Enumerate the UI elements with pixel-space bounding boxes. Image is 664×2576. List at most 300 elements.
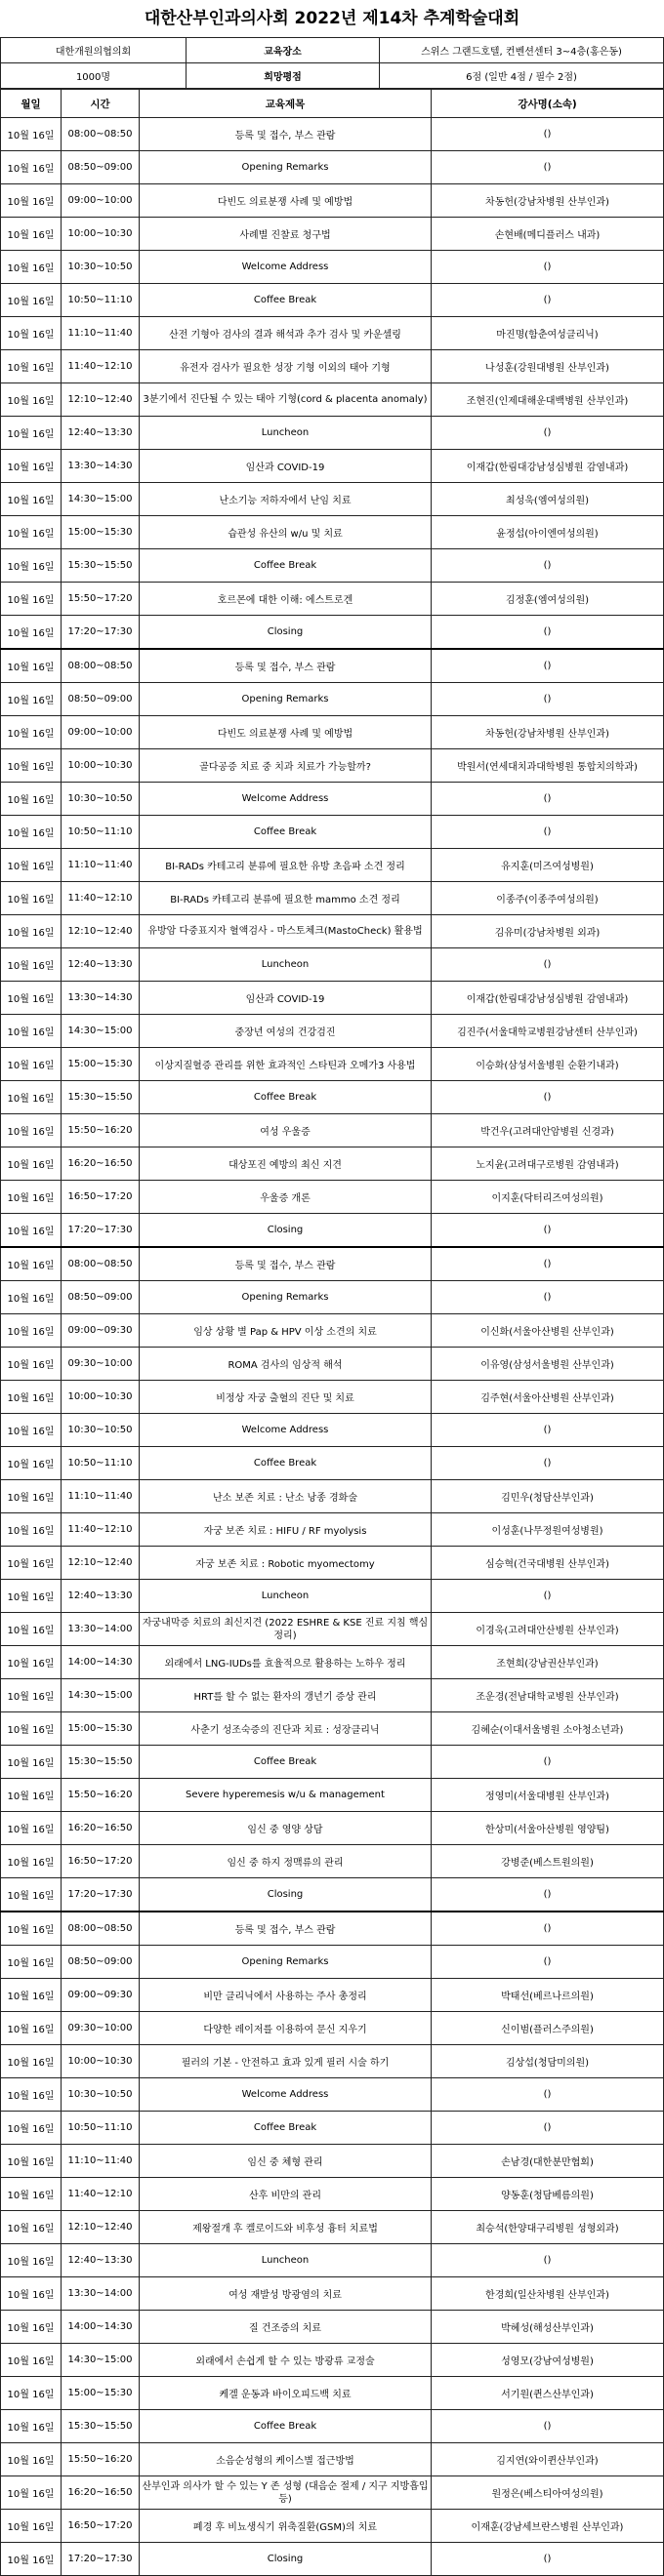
time-cell: 15:50~16:20	[62, 1779, 140, 1812]
column-header-topic: 교육제목	[140, 90, 432, 118]
topic-cell: Welcome Address	[140, 251, 432, 284]
speaker-cell: 윤정섭(아이엔여성의원)	[432, 516, 664, 549]
schedule-row	[1, 583, 664, 616]
time-cell: 09:30~10:00	[62, 1348, 140, 1381]
date-cell: 10월 16일	[1, 1679, 62, 1712]
date-cell: 10월 16일	[1, 2244, 62, 2277]
date-cell: 10월 16일	[1, 1746, 62, 1779]
topic-cell: 우울증 개론	[140, 1181, 432, 1214]
time-cell: 16:20~16:50	[62, 1147, 140, 1181]
date-cell: 10월 16일	[1, 1845, 62, 1878]
time-cell: 12:10~12:40	[62, 383, 140, 417]
date-cell: 10월 16일	[1, 583, 62, 616]
topic-cell: Closing	[140, 1878, 432, 1912]
speaker-cell: ()	[432, 284, 664, 317]
speaker-cell: 이유영(삼성서울병원 산부인과)	[432, 1348, 664, 1381]
schedule-row	[1, 2344, 664, 2377]
speaker-cell: 조현진(인제대해운대백병원 산부인과)	[432, 383, 664, 417]
speaker-cell: 김민우(청담산부인과)	[432, 1480, 664, 1513]
date-cell: 10월 16일	[1, 1081, 62, 1114]
topic-cell: 소음순성형의 케이스별 접근방법	[140, 2443, 432, 2476]
credits-label: 희망평점	[187, 63, 380, 89]
schedule-row	[1, 2045, 664, 2078]
speaker-cell: ()	[432, 2078, 664, 2112]
speaker-cell: 나성훈(강원대병원 산부인과)	[432, 350, 664, 383]
schedule-row	[1, 1912, 664, 1946]
schedule-row	[1, 1281, 664, 1314]
speaker-cell: 정영미(서울대병원 산부인과)	[432, 1779, 664, 1812]
date-cell: 10월 16일	[1, 549, 62, 583]
topic-cell: Welcome Address	[140, 783, 432, 816]
time-cell: 16:50~17:20	[62, 1845, 140, 1878]
date-cell: 10월 16일	[1, 317, 62, 350]
schedule-row	[1, 749, 664, 783]
speaker-cell: ()	[432, 1281, 664, 1314]
time-cell: 15:50~16:20	[62, 2443, 140, 2476]
schedule-row	[1, 1979, 664, 2012]
schedule-row	[1, 350, 664, 383]
topic-cell: Welcome Address	[140, 2078, 432, 2112]
time-cell: 08:50~09:00	[62, 1281, 140, 1314]
schedule-row	[1, 483, 664, 516]
time-cell: 10:50~11:10	[62, 816, 140, 849]
date-cell: 10월 16일	[1, 516, 62, 549]
speaker-cell: ()	[432, 1878, 664, 1912]
speaker-cell: 심승혁(건국대병원 산부인과)	[432, 1547, 664, 1580]
schedule-row	[1, 716, 664, 749]
date-cell: 10월 16일	[1, 749, 62, 783]
topic-cell: 임신 중 하지 정맥류의 관리	[140, 1845, 432, 1878]
speaker-cell: 이승화(삼성서울병원 순환기내과)	[432, 1048, 664, 1081]
schedule-row	[1, 1314, 664, 1348]
topic-cell: Closing	[140, 2543, 432, 2576]
date-cell: 10월 16일	[1, 2344, 62, 2377]
topic-cell: 등록 및 접수, 부스 관람	[140, 1247, 432, 1281]
schedule-body	[1, 118, 664, 2576]
time-cell: 08:00~08:50	[62, 1912, 140, 1946]
schedule-row	[1, 1247, 664, 1281]
speaker-cell: 차동헌(강남차병원 산부인과)	[432, 184, 664, 218]
speaker-cell: ()	[432, 1746, 664, 1779]
schedule-row	[1, 184, 664, 218]
topic-cell: 필러의 기본 - 안전하고 효과 있게 필러 시술 하기	[140, 2045, 432, 2078]
speaker-cell: 박태선(베르나르의원)	[432, 1979, 664, 2012]
schedule-row	[1, 783, 664, 816]
date-cell: 10월 16일	[1, 2277, 62, 2311]
speaker-cell: 이성훈(나무정원여성병원)	[432, 1513, 664, 1547]
schedule-row	[1, 816, 664, 849]
event-info-table	[0, 37, 664, 89]
time-cell: 11:40~12:10	[62, 1513, 140, 1547]
time-cell: 16:20~16:50	[62, 2476, 140, 2510]
schedule-row	[1, 2410, 664, 2443]
time-cell: 10:30~10:50	[62, 1414, 140, 1447]
time-cell: 12:10~12:40	[62, 1547, 140, 1580]
schedule-table	[0, 89, 664, 2576]
speaker-cell: 신이범(플러스주의원)	[432, 2012, 664, 2045]
topic-cell: 산후 비만의 관리	[140, 2178, 432, 2211]
date-cell: 10월 16일	[1, 783, 62, 816]
topic-cell: 자궁내막증 치료의 최신지견 (2022 ESHRE & KSE 진료 지침 핵심 정리)	[140, 1613, 432, 1646]
schedule-row	[1, 1414, 664, 1447]
speaker-cell: 이재훈(강남세브란스병원 산부인과)	[432, 2510, 664, 2543]
time-cell: 15:50~16:20	[62, 1114, 140, 1147]
venue-value: 스위스 그랜드호텔, 컨벤션센터 3~4층(홍은동)	[380, 38, 664, 63]
date-cell: 10월 16일	[1, 1214, 62, 1248]
topic-cell: Luncheon	[140, 417, 432, 450]
date-cell: 10월 16일	[1, 1580, 62, 1613]
date-cell: 10월 16일	[1, 882, 62, 915]
speaker-cell: ()	[432, 948, 664, 982]
topic-cell: 중장년 여성의 건강검진	[140, 1015, 432, 1048]
date-cell: 10월 16일	[1, 1015, 62, 1048]
schedule-row	[1, 1480, 664, 1513]
schedule-row	[1, 1181, 664, 1214]
date-cell: 10월 16일	[1, 1414, 62, 1447]
speaker-cell: 강병준(베스트원의원)	[432, 1845, 664, 1878]
date-cell: 10월 16일	[1, 1547, 62, 1580]
date-cell: 10월 16일	[1, 2476, 62, 2510]
date-cell: 10월 16일	[1, 151, 62, 184]
schedule-row	[1, 1048, 664, 1081]
schedule-row	[1, 2211, 664, 2244]
schedule-row	[1, 982, 664, 1015]
schedule-header-row	[1, 90, 664, 118]
time-cell: 14:30~15:00	[62, 483, 140, 516]
schedule-row	[1, 1447, 664, 1480]
time-cell: 10:50~11:10	[62, 1447, 140, 1480]
speaker-cell: 성영모(강남여성병원)	[432, 2344, 664, 2377]
schedule-row	[1, 284, 664, 317]
topic-cell: BI-RADs 카테고리 분류에 필요한 유방 초음파 소견 정리	[140, 849, 432, 882]
time-cell: 10:00~10:30	[62, 218, 140, 251]
date-cell: 10월 16일	[1, 982, 62, 1015]
schedule-row	[1, 1646, 664, 1679]
time-cell: 15:50~17:20	[62, 583, 140, 616]
time-cell: 16:50~17:20	[62, 1181, 140, 1214]
date-cell: 10월 16일	[1, 1247, 62, 1281]
time-cell: 12:40~13:30	[62, 948, 140, 982]
speaker-cell: ()	[432, 1946, 664, 1979]
time-cell: 10:50~11:10	[62, 284, 140, 317]
schedule-row	[1, 1381, 664, 1414]
topic-cell: 임산과 COVID-19	[140, 982, 432, 1015]
time-cell: 09:00~09:30	[62, 1979, 140, 2012]
topic-cell: Opening Remarks	[140, 151, 432, 184]
speaker-cell: 조운경(전남대학교병원 산부인과)	[432, 1679, 664, 1712]
time-cell: 10:00~10:30	[62, 1381, 140, 1414]
schedule-row	[1, 882, 664, 915]
topic-cell: Opening Remarks	[140, 1946, 432, 1979]
date-cell: 10월 16일	[1, 417, 62, 450]
schedule-row	[1, 450, 664, 483]
date-cell: 10월 16일	[1, 118, 62, 151]
speaker-cell: 김주현(서울아산병원 산부인과)	[432, 1381, 664, 1414]
time-cell: 10:30~10:50	[62, 2078, 140, 2112]
date-cell: 10월 16일	[1, 1181, 62, 1214]
date-cell: 10월 16일	[1, 649, 62, 683]
speaker-cell: ()	[432, 1912, 664, 1946]
topic-cell: Coffee Break	[140, 1081, 432, 1114]
speaker-cell: 조현희(강남권산부인과)	[432, 1646, 664, 1679]
date-cell: 10월 16일	[1, 1447, 62, 1480]
schedule-row	[1, 383, 664, 417]
date-cell: 10월 16일	[1, 1480, 62, 1513]
speaker-cell: 김상섭(청담미의원)	[432, 2045, 664, 2078]
time-cell: 14:30~15:00	[62, 2344, 140, 2377]
time-cell: 14:30~15:00	[62, 1679, 140, 1712]
speaker-cell: 최성욱(엠여성의원)	[432, 483, 664, 516]
speaker-cell: ()	[432, 649, 664, 683]
date-cell: 10월 16일	[1, 284, 62, 317]
schedule-row	[1, 1081, 664, 1114]
schedule-row	[1, 2377, 664, 2410]
date-cell: 10월 16일	[1, 2112, 62, 2145]
topic-cell: 호르몬에 대한 이해: 에스트로겐	[140, 583, 432, 616]
time-cell: 15:00~15:30	[62, 1712, 140, 1746]
topic-cell: 임상 상황 별 Pap & HPV 이상 소견의 치료	[140, 1314, 432, 1348]
time-cell: 09:00~09:30	[62, 1314, 140, 1348]
speaker-cell: 원정은(베스티아여성의원)	[432, 2476, 664, 2510]
schedule-row	[1, 1348, 664, 1381]
topic-cell: 대상포진 예방의 최신 지견	[140, 1147, 432, 1181]
speaker-cell: 박건우(고려대안암병원 신경과)	[432, 1114, 664, 1147]
date-cell: 10월 16일	[1, 1281, 62, 1314]
topic-cell: 케겔 운동과 바이오피드백 치료	[140, 2377, 432, 2410]
date-cell: 10월 16일	[1, 2377, 62, 2410]
schedule-row	[1, 1214, 664, 1248]
topic-cell: 자궁 보존 치료 : Robotic myomectomy	[140, 1547, 432, 1580]
topic-cell: 습관성 유산의 w/u 및 치료	[140, 516, 432, 549]
schedule-row	[1, 1679, 664, 1712]
schedule-row	[1, 1812, 664, 1845]
topic-cell: Coffee Break	[140, 1746, 432, 1779]
speaker-cell: ()	[432, 118, 664, 151]
date-cell: 10월 16일	[1, 350, 62, 383]
time-cell: 16:50~17:20	[62, 2510, 140, 2543]
schedule-row	[1, 516, 664, 549]
schedule-row	[1, 1147, 664, 1181]
time-cell: 11:40~12:10	[62, 2178, 140, 2211]
date-cell: 10월 16일	[1, 2543, 62, 2576]
schedule-row	[1, 849, 664, 882]
topic-cell: 임산과 COVID-19	[140, 450, 432, 483]
date-cell: 10월 16일	[1, 1912, 62, 1946]
time-cell: 16:20~16:50	[62, 1812, 140, 1845]
date-cell: 10월 16일	[1, 2510, 62, 2543]
time-cell: 15:30~15:50	[62, 1081, 140, 1114]
topic-cell: Coffee Break	[140, 1447, 432, 1480]
schedule-row	[1, 1513, 664, 1547]
schedule-row	[1, 683, 664, 716]
speaker-cell: 박원서(연세대치과대학병원 통합치의학과)	[432, 749, 664, 783]
date-cell: 10월 16일	[1, 616, 62, 650]
schedule-row	[1, 2311, 664, 2344]
time-cell: 15:30~15:50	[62, 2410, 140, 2443]
time-cell: 13:30~14:30	[62, 982, 140, 1015]
topic-cell: 이상지질혈증 관리를 위한 효과적인 스타틴과 오메가3 사용법	[140, 1048, 432, 1081]
topic-cell: 다빈도 의료분쟁 사례 및 예방법	[140, 716, 432, 749]
topic-cell: 임신 중 체형 관리	[140, 2145, 432, 2178]
speaker-cell: 서기원(퀸스산부인과)	[432, 2377, 664, 2410]
time-cell: 13:30~14:30	[62, 450, 140, 483]
date-cell: 10월 16일	[1, 1812, 62, 1845]
speaker-cell: ()	[432, 1414, 664, 1447]
schedule-row	[1, 1946, 664, 1979]
speaker-cell: ()	[432, 251, 664, 284]
time-cell: 10:00~10:30	[62, 749, 140, 783]
time-cell: 17:20~17:30	[62, 616, 140, 650]
time-cell: 11:10~11:40	[62, 317, 140, 350]
time-cell: 08:00~08:50	[62, 118, 140, 151]
time-cell: 13:30~14:00	[62, 1613, 140, 1646]
time-cell: 12:10~12:40	[62, 2211, 140, 2244]
date-cell: 10월 16일	[1, 1646, 62, 1679]
speaker-cell: 박혜성(해성산부인과)	[432, 2311, 664, 2344]
topic-cell: Welcome Address	[140, 1414, 432, 1447]
schedule-row	[1, 2145, 664, 2178]
date-cell: 10월 16일	[1, 251, 62, 284]
time-cell: 08:50~09:00	[62, 1946, 140, 1979]
schedule-row	[1, 1613, 664, 1646]
time-cell: 08:00~08:50	[62, 1247, 140, 1281]
topic-cell: 비정상 자궁 출혈의 진단 및 치료	[140, 1381, 432, 1414]
schedule-row	[1, 317, 664, 350]
speaker-cell: 이지훈(닥터리즈여성의원)	[432, 1181, 664, 1214]
time-cell: 15:00~15:30	[62, 516, 140, 549]
time-cell: 14:00~14:30	[62, 1646, 140, 1679]
speaker-cell: 최승석(한양대구리병원 성형외과)	[432, 2211, 664, 2244]
speaker-cell: ()	[432, 616, 664, 650]
column-header-speaker: 강사명(소속)	[432, 90, 664, 118]
speaker-cell: ()	[432, 2244, 664, 2277]
speaker-cell: ()	[432, 2410, 664, 2443]
speaker-cell: ()	[432, 2112, 664, 2145]
topic-cell: 유방암 다중표지자 혈액검사 - 마스토체크(MastoCheck) 활용법	[140, 915, 432, 948]
topic-cell: Closing	[140, 1214, 432, 1248]
date-cell: 10월 16일	[1, 1946, 62, 1979]
time-cell: 17:20~17:30	[62, 1878, 140, 1912]
topic-cell: 3분기에서 진단될 수 있는 태아 기형(cord & placenta anomaly)	[140, 383, 432, 417]
schedule-row	[1, 118, 664, 151]
time-cell: 09:00~10:00	[62, 184, 140, 218]
time-cell: 15:30~15:50	[62, 1746, 140, 1779]
speaker-cell: 김지연(와이퀸산부인과)	[432, 2443, 664, 2476]
date-cell: 10월 16일	[1, 450, 62, 483]
time-cell: 15:00~15:30	[62, 1048, 140, 1081]
schedule-row	[1, 2277, 664, 2311]
topic-cell: HRT를 할 수 없는 환자의 갱년기 증상 관리	[140, 1679, 432, 1712]
speaker-cell: 이신화(서울아산병원 산부인과)	[432, 1314, 664, 1348]
time-cell: 11:10~11:40	[62, 849, 140, 882]
speaker-cell: ()	[432, 1447, 664, 1480]
date-cell: 10월 16일	[1, 683, 62, 716]
topic-cell: 사춘기 성조숙증의 진단과 치료 : 성장클리닉	[140, 1712, 432, 1746]
topic-cell: Coffee Break	[140, 816, 432, 849]
speaker-cell: 한상미(서울아산병원 영양팀)	[432, 1812, 664, 1845]
column-header-time: 시간	[62, 90, 140, 118]
time-cell: 17:20~17:30	[62, 2543, 140, 2576]
topic-cell: 등록 및 접수, 부스 관람	[140, 649, 432, 683]
topic-cell: 질 건조증의 치료	[140, 2311, 432, 2344]
date-cell: 10월 16일	[1, 483, 62, 516]
topic-cell: 난소기능 저하자에서 난임 치료	[140, 483, 432, 516]
date-cell: 10월 16일	[1, 1048, 62, 1081]
speaker-cell: 차동헌(강남차병원 산부인과)	[432, 716, 664, 749]
speaker-cell: 마진명(함춘여성클리닉)	[432, 317, 664, 350]
schedule-row	[1, 151, 664, 184]
schedule-row	[1, 1114, 664, 1147]
schedule-row	[1, 948, 664, 982]
schedule-row	[1, 218, 664, 251]
date-cell: 10월 16일	[1, 218, 62, 251]
date-cell: 10월 16일	[1, 1779, 62, 1812]
speaker-cell: 한경희(일산차병원 산부인과)	[432, 2277, 664, 2311]
time-cell: 12:40~13:30	[62, 1580, 140, 1613]
speaker-cell: 손현배(메디플러스 내과)	[432, 218, 664, 251]
time-cell: 10:30~10:50	[62, 251, 140, 284]
topic-cell: Coffee Break	[140, 2410, 432, 2443]
topic-cell: Opening Remarks	[140, 1281, 432, 1314]
topic-cell: 여성 우울증	[140, 1114, 432, 1147]
speaker-cell: ()	[432, 1580, 664, 1613]
schedule-row	[1, 1845, 664, 1878]
topic-cell: 사례별 진찰료 청구법	[140, 218, 432, 251]
topic-cell: 산전 기형아 검사의 결과 해석과 추가 검사 및 카운셀링	[140, 317, 432, 350]
topic-cell: Luncheon	[140, 948, 432, 982]
date-cell: 10월 16일	[1, 716, 62, 749]
date-cell: 10월 16일	[1, 1613, 62, 1646]
schedule-row	[1, 1015, 664, 1048]
speaker-cell: 김정훈(엠여성의원)	[432, 583, 664, 616]
speaker-cell: 양동훈(청담베름의원)	[432, 2178, 664, 2211]
date-cell: 10월 16일	[1, 2178, 62, 2211]
speaker-cell: ()	[432, 1214, 664, 1248]
time-cell: 13:30~14:00	[62, 2277, 140, 2311]
speaker-cell: ()	[432, 549, 664, 583]
topic-cell: 외래에서 손쉽게 할 수 있는 방광류 교정술	[140, 2344, 432, 2377]
schedule-row	[1, 1547, 664, 1580]
topic-cell: 폐경 후 비뇨생식기 위축질환(GSM)의 치료	[140, 2510, 432, 2543]
topic-cell: Luncheon	[140, 2244, 432, 2277]
date-cell: 10월 16일	[1, 816, 62, 849]
date-cell: 10월 16일	[1, 2211, 62, 2244]
organizer: 대한개원의협의회	[1, 38, 187, 63]
speaker-cell: ()	[432, 2543, 664, 2576]
topic-cell: 비만 클리닉에서 사용하는 주사 총정리	[140, 1979, 432, 2012]
schedule-row	[1, 1746, 664, 1779]
schedule-row	[1, 1712, 664, 1746]
topic-cell: Coffee Break	[140, 549, 432, 583]
topic-cell: 다양한 레이저를 이용하여 문신 지우기	[140, 2012, 432, 2045]
schedule-row	[1, 2244, 664, 2277]
speaker-cell: 손남경(대한분만협회)	[432, 2145, 664, 2178]
schedule-row	[1, 2012, 664, 2045]
date-cell: 10월 16일	[1, 383, 62, 417]
time-cell: 11:40~12:10	[62, 350, 140, 383]
time-cell: 15:00~15:30	[62, 2377, 140, 2410]
date-cell: 10월 16일	[1, 948, 62, 982]
time-cell: 11:10~11:40	[62, 2145, 140, 2178]
schedule-row	[1, 2476, 664, 2510]
date-cell: 10월 16일	[1, 1712, 62, 1746]
topic-cell: 다빈도 의료분쟁 사례 및 예방법	[140, 184, 432, 218]
page-title: 대한산부인과의사회 2022년 제14차 추계학술대회	[144, 9, 520, 28]
time-cell: 15:30~15:50	[62, 549, 140, 583]
credits-value: 6점 (일반 4점 / 필수 2점)	[380, 63, 664, 89]
date-cell: 10월 16일	[1, 1381, 62, 1414]
topic-cell: 자궁 보존 치료 : HIFU / RF myolysis	[140, 1513, 432, 1547]
